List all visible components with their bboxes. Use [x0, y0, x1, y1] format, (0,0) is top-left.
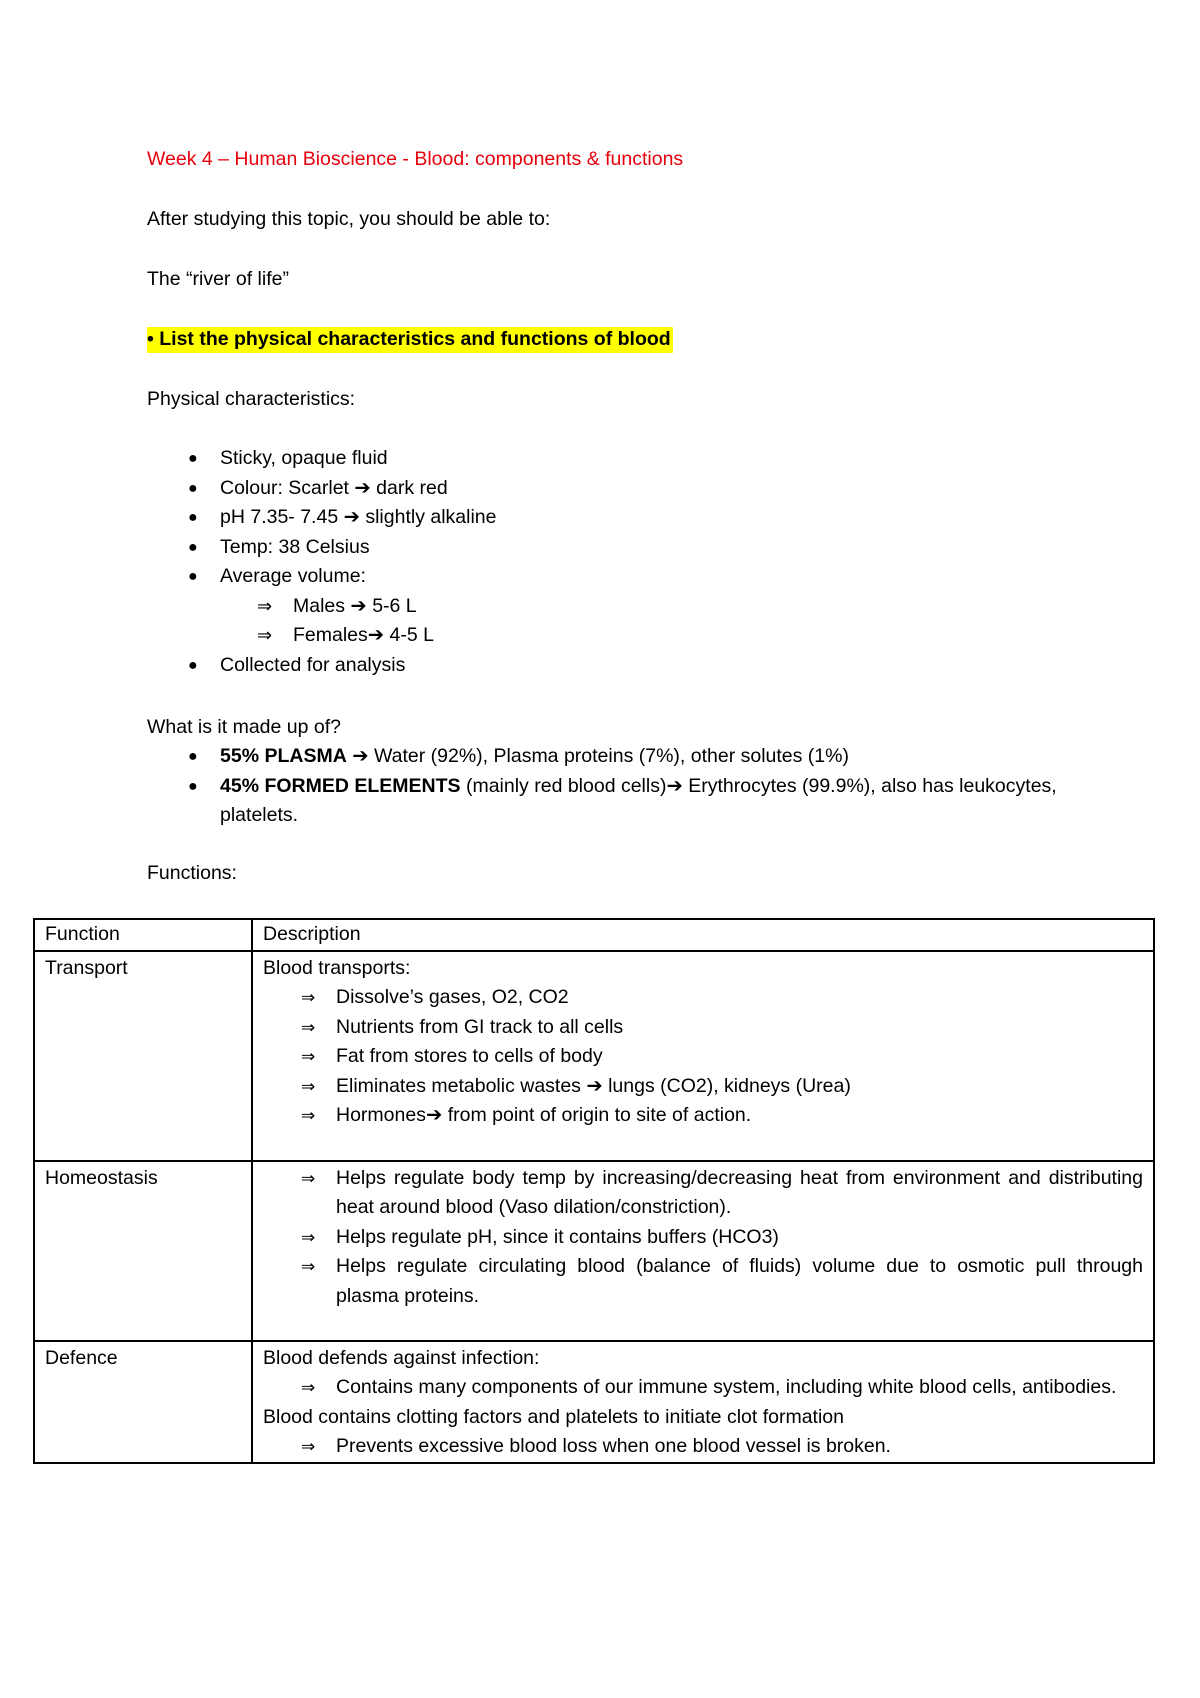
arrow-icon: ⇒ — [257, 625, 273, 645]
bullet-icon: ● — [188, 777, 198, 795]
bullet-icon: ● — [188, 450, 198, 467]
objective-highlight: • List the physical characteristics and functions of blood — [147, 327, 673, 353]
bullet-icon: ● — [188, 568, 198, 585]
list-item: ● Colour: Scarlet ➔ dark red — [0, 474, 497, 504]
function-cell: Homeostasis — [34, 1161, 252, 1341]
arrow-icon: ⇒ — [301, 1017, 316, 1037]
composition-list — [0, 742, 1070, 831]
function-cell: Defence — [34, 1341, 252, 1463]
bullet-icon: ● — [188, 656, 198, 674]
table-row — [34, 1341, 1154, 1463]
list-item: ● 55% PLASMA ➔ Water (92%), Plasma proteins (7%), other solutes (1%) — [0, 742, 1070, 772]
list-item: ● Sticky, opaque fluid — [0, 444, 497, 474]
bullet-icon: ● — [188, 538, 198, 556]
physical-characteristics-list — [0, 444, 497, 680]
list-item: ⇒ Helps regulate body temp by increasing/decreasing heat from environment and distributing heat around blood (Vaso dilation/constriction). — [263, 1164, 1143, 1223]
header-cell: Function — [34, 919, 252, 951]
sub-list-item: ⇒ Males ➔ 5-6 L — [0, 592, 497, 622]
list-item: ⇒ Helps regulate pH, since it contains buffers (HCO3) — [263, 1223, 1143, 1253]
list-item: ● pH 7.35- 7.45 ➔ slightly alkaline — [0, 503, 497, 533]
list-item: ● 45% FORMED ELEMENTS (mainly red blood cells)➔ Erythrocytes (99.9%), also has leukocytes, platelets. — [0, 772, 1070, 831]
subtitle-text: The “river of life” — [147, 268, 289, 290]
description-cell: Blood transports: ⇒ Dissolve’s gases, O2, CO2 ⇒ Nutrients from GI track to all cells ⇒ Fat from stores to cells of body ⇒ Eliminates metabolic wastes ➔ lungs (CO2), kidneys (Urea) ⇒ Hormones➔ from point of origin to site of action. — [252, 951, 1154, 1161]
made-heading: What is it made up of? — [147, 716, 342, 738]
list-item: ● Average volume: — [0, 562, 497, 592]
arrow-icon: ⇒ — [257, 595, 273, 616]
list-item: ⇒ Nutrients from GI track to all cells — [263, 1013, 1143, 1043]
arrow-icon: ⇒ — [301, 1106, 316, 1125]
page-title: Week 4 – Human Bioscience - Blood: components & functions — [147, 148, 684, 170]
list-item: ⇒ Helps regulate circulating blood (balance of fluids) volume due to osmotic pull through plasma proteins. — [263, 1252, 1143, 1311]
arrow-icon: ⇒ — [301, 1257, 316, 1276]
arrow-icon: ⇒ — [301, 1047, 316, 1066]
table-row — [34, 951, 1154, 1161]
bullet-icon: ● — [188, 748, 198, 765]
physical-heading: Physical characteristics: — [147, 388, 356, 410]
list-item: ⇒ Contains many components of our immune system, including white blood cells, antibodies. — [263, 1373, 1143, 1403]
description-cell — [252, 1161, 1154, 1341]
list-item: ⇒ Prevents excessive blood loss when one blood vessel is broken. — [263, 1432, 1143, 1462]
bullet-icon: ● — [188, 509, 198, 526]
functions-heading: Functions: — [147, 862, 237, 884]
description-cell: Blood defends against infection: ⇒ Contains many components of our immune system, including white blood cells, antibodies. Blood contains clotting factors and platelets to initiate clot formation ⇒ Prevents excessive blood loss when one blood vessel is broken. — [252, 1341, 1154, 1463]
objective-line — [147, 328, 673, 351]
arrow-icon: ⇒ — [301, 1227, 316, 1247]
list-item: ⇒ Dissolve’s gases, O2, CO2 — [263, 983, 1143, 1013]
functions-table — [33, 918, 1155, 1464]
arrow-icon: ⇒ — [301, 1168, 316, 1188]
arrow-icon: ⇒ — [301, 1076, 316, 1096]
sub-list-item: ⇒ Females➔ 4-5 L — [0, 621, 497, 651]
arrow-icon: ⇒ — [301, 988, 316, 1007]
list-item: ⇒ Hormones➔ from point of origin to site of action. — [263, 1101, 1143, 1131]
arrow-icon: ⇒ — [301, 1378, 316, 1397]
header-cell: Description — [252, 919, 1154, 951]
function-cell: Transport — [34, 951, 252, 1161]
list-item: ⇒ Eliminates metabolic wastes ➔ lungs (CO2), kidneys (Urea) — [263, 1072, 1143, 1102]
intro-text: After studying this topic, you should be able to: — [147, 208, 551, 230]
list-item: ● Collected for analysis — [0, 651, 497, 681]
list-item: ● Temp: 38 Celsius — [0, 533, 497, 563]
table-row — [34, 1161, 1154, 1341]
list-item: ⇒ Fat from stores to cells of body — [263, 1042, 1143, 1072]
bullet-icon: ● — [188, 479, 198, 497]
table-header-row — [34, 919, 1154, 951]
arrow-icon: ⇒ — [301, 1437, 316, 1456]
